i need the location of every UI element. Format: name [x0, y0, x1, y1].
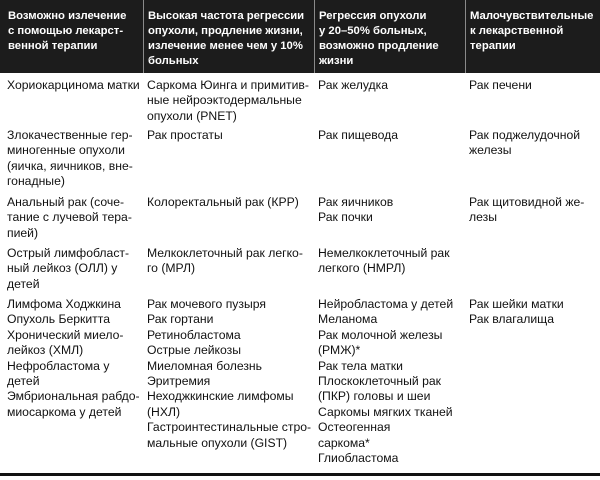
header-cell-high-regression: Высокая частота регрессии опухоли, продление жизни, излечение менее чем у 10% больных	[148, 10, 305, 67]
table-cell: Лимфома Ходжкина Опухоль Беркитта Хронический миело- лейкоз (ХМЛ) Нефробластома у детей Эмбриональная рабдо- миосаркома у детей	[7, 297, 140, 419]
header-divider	[465, 0, 466, 73]
table-cell: Рак яичников Рак почки	[318, 195, 394, 225]
table-cell: Рак мочевого пузыря Рак гортани Ретинобластома Острые лейкозы Миеломная болезнь Эритремия Неходжкинские лимфомы (НХЛ) Гастроинтестинальные стро- мальные опухоли (GIST)	[147, 297, 312, 450]
header-cell-low-sensitivity: Малочувствительные к лекарственной терапии	[470, 10, 594, 52]
table-cell: Хориокарцинома матки	[7, 78, 140, 92]
table-cell: Колоректальный рак (КРР)	[147, 195, 299, 209]
table-cell: Анальный рак (соче- тание с лучевой тера- пией)	[7, 195, 132, 240]
header-divider	[314, 0, 315, 73]
table-cell: Рак печени	[469, 78, 532, 92]
table-cell: Немелкоклеточный рак легкого (НМРЛ)	[318, 246, 450, 276]
table-cell: Рак щитовидной же- лезы	[469, 195, 585, 225]
table-cell: Острый лимфобласт- ный лейкоз (ОЛЛ) у детей	[7, 246, 130, 291]
table-cell: Рак шейки матки Рак влагалища	[469, 297, 564, 327]
table-bottom-rule	[0, 473, 600, 476]
table-cell: Рак пищевода	[318, 128, 399, 142]
table-cell: Мелкоклеточный рак легко- го (МРЛ)	[147, 246, 303, 276]
table-cell: Нейробластома у детей Меланома Рак молочной железы (РМЖ)* Рак тела матки Плоскоклеточный рак (ПКР) головы и шеи Саркомы мягких тканей Остеогенная саркома* Глиобластома	[318, 297, 454, 466]
header-cell-curable: Возможно излечение с помощью лекарст- венной терапии	[8, 10, 127, 52]
table-cell: Рак поджелудочной железы	[469, 128, 581, 158]
table-cell: Рак простаты	[147, 128, 223, 142]
header-cell-partial-regression: Регрессия опухоли у 20–50% больных, возможно продление жизни	[319, 10, 439, 67]
header-divider	[143, 0, 144, 73]
table-cell: Саркома Юинга и примитив- ные нейроэктодермальные опухоли (PNET)	[147, 78, 309, 123]
table-cell: Рак желудка	[318, 78, 389, 92]
table-cell: Злокачественные гер- миногенные опухоли (яичка, яичников, вне- гонадные)	[7, 128, 133, 189]
table-header	[0, 0, 600, 73]
